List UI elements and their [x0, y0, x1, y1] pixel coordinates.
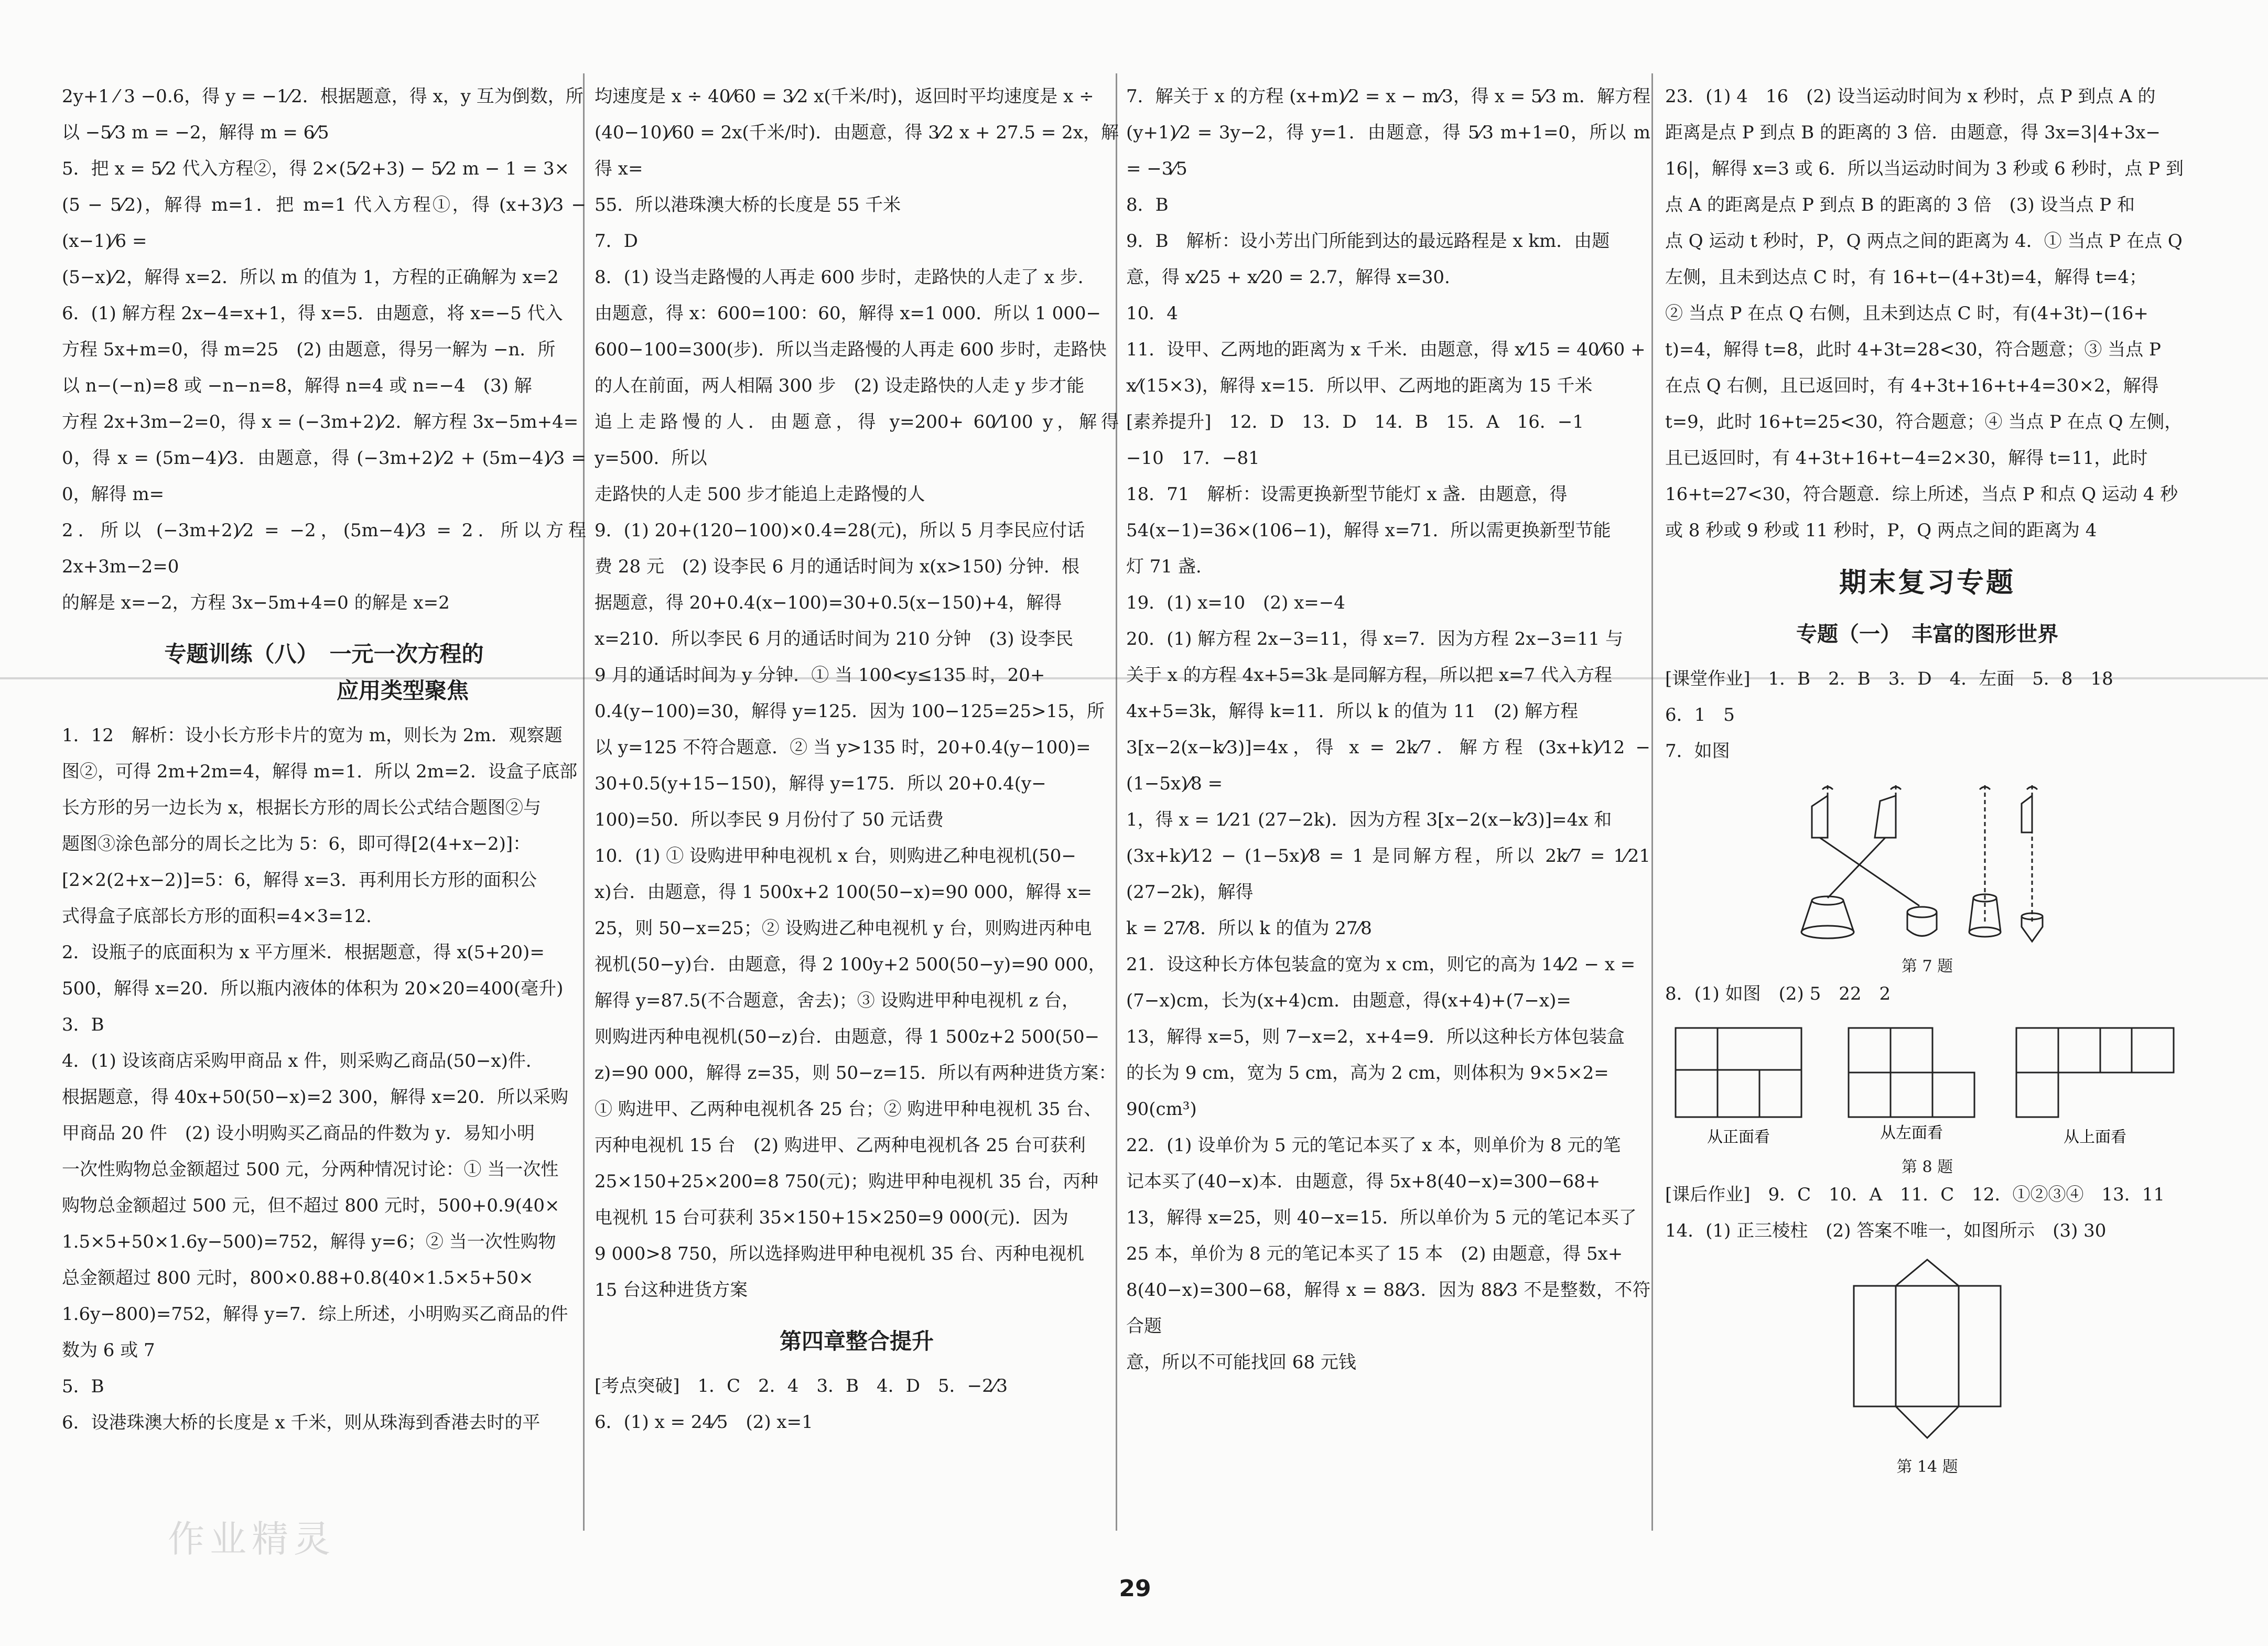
answer-line: 6．1 5 [1665, 705, 1735, 725]
answer-line: 图②，可得 2m+2m=4，解得 m=1．所以 2m=2．设盒子底部 [62, 761, 578, 782]
answer-line: 1．12 解析：设小长方形卡片的宽为 m，则长为 2m．观察题 [62, 725, 563, 746]
answer-line: 以 y=125 不符合题意．② 当 y>135 时，20+0.4(y−100)= [595, 737, 1091, 758]
answer-line: 甲商品 20 件 (2) 设小明购买乙商品的件数为 y．易知小明 [62, 1123, 535, 1144]
answer-block [62, 79, 586, 621]
answer-line: 或 8 秒或 9 秒或 11 秒时，P，Q 两点之间的距离为 4 [1665, 520, 2097, 541]
column-divider [1651, 73, 1653, 1531]
answer-line: x⁄(15×3)，解得 x=15．所以甲、乙两地的距离为 15 千米 [1126, 375, 1593, 396]
answer-line: 购物总金额超过 500 元，但不超过 800 元时，500+0.9(40× [62, 1195, 560, 1216]
answer-line: 10．(1) ① 设购进甲种电视机 x 台，则购进乙种电视机(50− [595, 846, 1076, 867]
answer-line: 长方形的另一边长为 x，根据长方形的周长公式结合题图②与 [62, 797, 541, 818]
answer-line: 点 A 的距离是点 P 到点 B 的距离的 3 倍 (3) 设当点 P 和 [1665, 194, 2135, 215]
figure-8-caption: 第 8 题 [1901, 1158, 1953, 1176]
answer-line: 点 Q 运动 t 秒时，P，Q 两点之间的距离为 4．① 当点 P 在点 Q [1665, 231, 2183, 252]
view-label-top: 从上面看 [2064, 1128, 2126, 1146]
answer-line: 据题意，得 20+0.4(x−100)=30+0.5(x−150)+4，解得 [595, 592, 1062, 613]
answer-line: 0，得 x = (5m−4)⁄3．由题意，得 (−3m+2)⁄2 + (5m−4)⁄3 = 0，解得 m= [62, 448, 586, 505]
answer-line: 1，得 x = 1⁄21 (27−2k)．因为方程 3[x−2(x−k⁄3)]=4x 和 [1126, 809, 1612, 830]
answer-line: t=9，此时 16+t=25<30，符合题意；④ 当点 P 在点 Q 左侧， [1665, 412, 2183, 432]
answer-line: 23．(1) 4 16 (2) 设当运动时间为 x 秒时，点 P 到点 A 的 [1665, 86, 2156, 107]
prism-net-diagram [1843, 1254, 2011, 1448]
answer-line: 7．如图 [1665, 741, 1730, 762]
answer-line: 2．设瓶子的底面积为 x 平方厘米．根据题意，得 x(5+20)= [62, 942, 545, 963]
section-title: 专题（一） 丰富的图形世界 [1796, 622, 2058, 646]
answer-line: ① 购进甲、乙两种电视机各 25 台；② 购进甲种电视机 35 台、 [595, 1099, 1102, 1120]
answer-block [1665, 1177, 2189, 1249]
answer-line: x=210．所以李民 6 月的通话时间为 210 分钟 (3) 设李民 [595, 629, 1074, 649]
answer-line: 数为 6 或 7 [62, 1340, 155, 1361]
answer-line: 记本买了(40−x)本．由题意，得 5x+8(40−x)=300−68+ [1126, 1171, 1601, 1192]
answer-block [1665, 661, 2189, 770]
answer-line: 8．(1) 设当走路慢的人再走 600 步时，走路快的人走了 x 步． [595, 267, 1096, 288]
answer-line: 9 月的通话时间为 y 分钟．① 当 100<y≤135 时，20+ [595, 665, 1045, 686]
answer-block [1126, 79, 1650, 1381]
answer-line: 距离是点 P 到点 B 的距离的 3 倍．由题意，得 3x=3|4+3x− [1665, 122, 2161, 143]
answer-line: (40−10)⁄60 = 2x(千米/时)．由题意，得 3⁄2 x + 27.5 = 2x，解得 x= [595, 122, 1119, 179]
answer-line: 6．(1) x = 24⁄5 (2) x=1 [595, 1412, 813, 1433]
answer-line: 500，解得 x=20．所以瓶内液体的体积为 20×20=400(毫升) [62, 978, 564, 999]
answer-line: 由题意，得 x：600=100：60，解得 x=1 000．所以 1 000− [595, 303, 1101, 324]
figure-7-caption: 第 7 题 [1901, 957, 1953, 976]
answer-line: 0.4(y−100)=30，解得 y=125．因为 100−125=25>15，所 [595, 701, 1105, 722]
answer-line: 视机(50−y)台．由题意，得 2 100y+2 500(50−y)=90 000， [595, 954, 1106, 975]
section-title-line-1: 专题训练（八） 一元一次方程的 [164, 641, 484, 667]
answer-line: 5．把 x = 5⁄2 代入方程②，得 2×(5⁄2+3) − 5⁄2 m − 1 = 3× [62, 158, 570, 179]
answer-line: 25，则 50−x=25；② 设购进乙种电视机 y 台，则购进丙种电 [595, 918, 1092, 939]
answer-line: 90(cm³) [1126, 1099, 1197, 1120]
answer-line: 4．(1) 设该商店采购甲商品 x 件，则采购乙商品(50−x)件． [62, 1051, 544, 1071]
answer-line: 解得 y=87.5(不合题意，舍去)；③ 设购进甲种电视机 z 台， [595, 990, 1080, 1011]
answer-line: 8(40−x)=300−68，解得 x = 88⁄3．因为 88⁄3 不是整数，不符合题 [1126, 1280, 1650, 1337]
answer-line: 电视机 15 台可获利 35×150+15×250=9 000(元)．因为 [595, 1207, 1068, 1228]
answer-line: 根据题意，得 40x+50(50−x)=2 300，解得 x=20．所以采购 [62, 1087, 569, 1108]
answer-line: 9 000>8 750，所以选择购进甲种电视机 35 台、丙种电视机 [595, 1243, 1085, 1264]
answer-line: 则购进丙种电视机(50−z)台．由题意，得 1 500z+2 500(50− [595, 1026, 1100, 1047]
answer-line: 10．4 [1126, 303, 1178, 324]
answer-line: 13，解得 x=5，则 7−x=2，x+4=9．所以这种长方体包装盒 [1126, 1026, 1625, 1047]
column-2 [595, 79, 1119, 1441]
three-views-diagram [1670, 1017, 2184, 1149]
answer-line: [课堂作业] 1．B 2．B 3．D 4．左面 5．8 18 [1665, 668, 2113, 689]
page-number: 29 [1119, 1575, 1151, 1602]
answer-line: 1.6y−800)=752，解得 y=7．综上所述，小明购买乙商品的件 [62, 1304, 568, 1325]
answer-line: 6．(1) 解方程 2x−4=x+1，得 x=5．由题意，将 x=−5 代入 [62, 303, 563, 324]
answer-line: 25×150+25×200=8 750(元)；购进甲种电视机 35 台，丙种 [595, 1171, 1099, 1192]
answer-line: 7．解关于 x 的方程 (x+m)⁄2 = x − m⁄3，得 x = 5⁄3 m．解方程 [1126, 86, 1650, 107]
answer-line: 题图③涂色部分的周长之比为 5：6，即可得[2(4+x−2)]： [62, 833, 531, 854]
answer-line: [素养提升] 12．D 13．D 14．B 15．A 16．−1 [1126, 412, 1584, 432]
answer-line: 600−100=300(步)．所以当走路慢的人再走 600 步时，走路快 [595, 339, 1107, 360]
column-4 [1665, 79, 2189, 1477]
answer-line: 左侧，且未到达点 C 时，有 16+t−(4+3t)=4，解得 t=4； [1665, 267, 2147, 288]
answer-line: 丙种电视机 15 台 (2) 购进甲、乙两种电视机各 25 台可获利 [595, 1135, 1086, 1156]
answer-line: 8．B [1126, 194, 1169, 215]
answer-line: 16+t=27<30，符合题意．综上所述，当点 P 和点 Q 运动 4 秒 [1665, 484, 2178, 505]
answer-line: 100)=50．所以李民 9 月份付了 50 元话费 [595, 809, 944, 830]
section-title: 第四章整合提升 [779, 1328, 934, 1354]
answer-line: 式得盒子底部长方形的面积=4×3=12. [62, 906, 372, 927]
answer-block [1665, 79, 2189, 549]
answer-block [595, 1368, 1119, 1441]
answer-line: 以 n−(−n)=8 或 −n−n=8，解得 n=4 或 n=−4 (3) 解 [62, 375, 532, 396]
answer-line: 方程 5x+m=0，得 m=25 (2) 由题意，得另一解为 −n．所 [62, 339, 556, 360]
answer-line: 均速度是 x ÷ 40⁄60 = 3⁄2 x(千米/时)，返回时平均速度是 x ÷ [595, 86, 1094, 107]
answer-line: (7−x)cm，长为(x+4)cm．由题意，得(x+4)+(7−x)= [1126, 990, 1571, 1011]
answer-line: 方程 2x+3m−2=0，得 x = (−3m+2)⁄2．解方程 3x−5m+4= [62, 412, 579, 432]
answer-line: 2．所以 (−3m+2)⁄2 = −2，(5m−4)⁄3 = 2．所以方程 2x+3m−2=0 [62, 520, 586, 577]
answer-block [62, 718, 586, 1441]
answer-line: 的长为 9 cm，宽为 5 cm，高为 2 cm，则体积为 9×5×2= [1126, 1063, 1609, 1084]
answer-line: t)=4，解得 t=8，此时 4+3t=28<30，符合题意；③ 当点 P [1665, 339, 2161, 360]
answer-line: x)台．由题意，得 1 500x+2 100(50−x)=90 000，解得 x= [595, 882, 1092, 903]
answer-line: 22．(1) 设单价为 5 元的笔记本买了 x 本，则单价为 8 元的笔 [1126, 1135, 1621, 1156]
answer-line: 11．设甲、乙两地的距离为 x 千米．由题意，得 x⁄15 = 40⁄60 + [1126, 339, 1646, 360]
answer-line: 在点 Q 右侧，且已返回时，有 4+3t+16+t+4=30×2，解得 [1665, 375, 2159, 396]
section-title [62, 636, 586, 709]
answer-line: 追上走路慢的人．由题意，得 y=200+ 60⁄100 y，解得 y=500．所以 [595, 412, 1119, 469]
answer-line: 的解是 x=−2，方程 3x−5m+4=0 的解是 x=2 [62, 592, 450, 613]
answer-line: 14．(1) 正三棱柱 (2) 答案不唯一，如图所示 (3) 30 [1665, 1220, 2107, 1241]
answer-line: 3[x−2(x−k⁄3)]=4x，得 x = 2k⁄7．解方程 (3x+k)⁄12 − (1−5x)⁄8 = [1126, 737, 1650, 794]
answer-line: 4x+5=3k，解得 k=11．所以 k 的值为 11 (2) 解方程 [1126, 701, 1579, 722]
answer-line: 走路快的人走 500 步才能追上走路慢的人 [595, 484, 925, 505]
answer-line: 灯 71 盏. [1126, 556, 1202, 577]
answer-line: k = 27⁄8．所以 k 的值为 27⁄8 [1126, 918, 1372, 939]
answer-line: (3x+k)⁄12 − (1−5x)⁄8 = 1 是同解方程，所以 2k⁄7 = 1⁄21 (27−2k)，解得 [1126, 846, 1650, 903]
figure-8 [1665, 1017, 2189, 1149]
chapter-title: 期末复习专题 [1839, 567, 2015, 599]
answer-line: 意，得 x⁄25 + x⁄20 = 2.7，解得 x=30. [1126, 267, 1450, 288]
answer-line: z)=90 000，解得 z=35，则 50−z=15．所以有两种进货方案： [595, 1063, 1117, 1084]
rotation-solids-diagram [1791, 775, 2064, 948]
answer-line: 21．设这种长方体包装盒的宽为 x cm，则它的高为 14⁄2 − x = [1126, 954, 1636, 975]
answer-line: 且已返回时，有 4+3t+16+t−4=2×30，解得 t=11，此时 [1665, 448, 2148, 469]
answer-line: 1.5×5+50×1.6y−500)=752，解得 y=6；② 当一次性购物 [62, 1231, 556, 1252]
answer-line: 15 台这种进货方案 [595, 1280, 748, 1301]
answer-line: 9．B 解析：设小芳出门所能到达的最远路程是 x km．由题 [1126, 231, 1610, 252]
answer-line: 25 本，单价为 8 元的笔记本买了 15 本 (2) 由题意，得 5x+ [1126, 1243, 1623, 1264]
answer-line: 2y+1 ⁄ 3 −0.6，得 y = −1⁄2．根据题意，得 x，y 互为倒数，所 [62, 86, 584, 107]
answer-line: 一次性购物总金额超过 500 元，分两种情况讨论：① 当一次性 [62, 1159, 559, 1180]
answer-line: 总金额超过 800 元时，800×0.88+0.8(40×1.5×5+50× [62, 1268, 534, 1288]
answer-line: 8．(1) 如图 (2) 5 22 2 [1665, 983, 1891, 1004]
section-title-line-2: 应用类型聚焦 [336, 678, 469, 703]
answer-line: 13，解得 x=25，则 40−x=15．所以单价为 5 元的笔记本买了 [1126, 1207, 1637, 1228]
answer-line: 5．B [62, 1376, 104, 1397]
column-3 [1126, 79, 1650, 1381]
answer-line: 7．D [595, 231, 638, 252]
view-label-left: 从左面看 [1880, 1124, 1943, 1142]
answer-line: 18．71 解析：设需更换新型节能灯 x 盏．由题意，得 [1126, 484, 1568, 505]
answer-line: 16|，解得 x=3 或 6．所以当运动时间为 3 秒或 6 秒时，点 P 到 [1665, 158, 2184, 179]
answer-line: 20．(1) 解方程 2x−3=11，得 x=7．因为方程 2x−3=11 与 [1126, 629, 1624, 649]
figure-14-caption: 第 14 题 [1896, 1458, 1958, 1476]
answer-line: (y+1)⁄2 = 3y−2，得 y=1．由题意，得 5⁄3 m+1=0，所以 m = −3⁄5 [1126, 122, 1650, 179]
answer-line: 30+0.5(y+15−150)，解得 y=175．所以 20+0.4(y− [595, 773, 1046, 794]
view-label-front: 从正面看 [1707, 1128, 1770, 1146]
answer-line: [考点突破] 1．C 2．4 3．B 4．D 5．−2⁄3 [595, 1376, 1008, 1396]
column-1 [62, 79, 586, 1441]
watermark: 作业精灵 [168, 1518, 336, 1561]
answer-line: −10 17．−81 [1126, 448, 1260, 469]
figure-14 [1665, 1254, 2189, 1448]
answer-line: 意，所以不可能找回 68 元钱 [1126, 1352, 1356, 1373]
answer-line: 的人在前面，两人相隔 300 步 (2) 设走路快的人走 y 步才能 [595, 375, 1085, 396]
answer-line: 以 −5⁄3 m = −2，解得 m = 6⁄5 [62, 122, 329, 143]
answer-line: ② 当点 P 在点 Q 右侧，且未到达点 C 时，有(4+3t)−(16+ [1665, 303, 2148, 324]
answer-line: 关于 x 的方程 4x+5=3k 是同解方程，所以把 x=7 代入方程 [1126, 665, 1612, 686]
answer-line: (5 − 5⁄2)，解得 m=1．把 m=1 代入方程①，得 (x+3)⁄3 − (x−1)⁄6 = [62, 194, 586, 252]
answer-line: 9．(1) 20+(120−100)×0.4=28(元)，所以 5 月李民应付话 [595, 520, 1085, 541]
figure-7 [1665, 775, 2189, 948]
answer-block [595, 79, 1119, 1308]
answer-line: 费 28 元 (2) 设李民 6 月的通话时间为 x(x>150) 分钟．根 [595, 556, 1079, 577]
answer-line: [课后作业] 9．C 10．A 11．C 12．①②③④ 13．11 [1665, 1184, 2165, 1205]
answer-line: [2×2(2+x−2)]=5：6，解得 x=3．再利用长方形的面积公 [62, 870, 537, 891]
answer-line: 6．设港珠澳大桥的长度是 x 千米，则从珠海到香港去时的平 [62, 1412, 541, 1433]
answer-line: 19．(1) x=10 (2) x=−4 [1126, 592, 1345, 613]
answer-line: 3．B [62, 1014, 104, 1035]
answer-line: 54(x−1)=36×(106−1)，解得 x=71．所以需更换新型节能 [1126, 520, 1611, 541]
answer-line: (5−x)⁄2，解得 x=2．所以 m 的值为 1，方程的正确解为 x=2 [62, 267, 559, 288]
answer-line: 55．所以港珠澳大桥的长度是 55 千米 [595, 194, 901, 215]
